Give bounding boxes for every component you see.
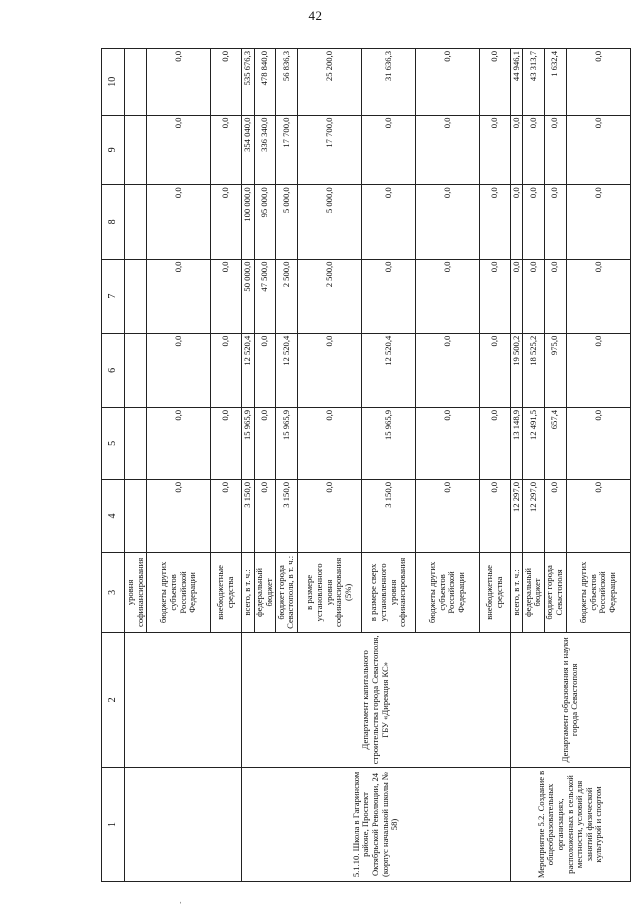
value-cell: 0,0	[510, 185, 523, 259]
col-header-10: 10	[102, 49, 125, 116]
funding-source-cell: бюджеты других субъектов Российской Федерации	[415, 553, 479, 633]
value-cell: 43 313,7	[523, 49, 544, 116]
value-cell	[125, 49, 147, 116]
funding-source-cell: федеральный бюджет	[523, 553, 544, 633]
funding-source-cell: бюджет города Севастополя, в т. ч.:	[275, 553, 297, 633]
value-cell: 0,0	[415, 479, 479, 552]
value-cell: 0,0	[297, 407, 361, 479]
value-cell: 0,0	[523, 259, 544, 333]
value-cell: 0,0	[362, 185, 416, 259]
value-cell: 0,0	[147, 407, 211, 479]
table-row	[510, 49, 523, 882]
table-row	[125, 49, 147, 882]
col-header-8: 8	[102, 185, 125, 259]
value-cell: 0,0	[415, 333, 479, 407]
value-cell: 1 632,4	[544, 49, 566, 116]
page-number: 42	[308, 8, 323, 23]
value-cell: 0,0	[566, 185, 630, 259]
value-cell: 12 520,4	[241, 333, 254, 407]
value-cell: 0,0	[480, 259, 511, 333]
value-cell: 12 491,5	[523, 407, 544, 479]
value-cell: 12 297,0	[510, 479, 523, 552]
value-cell: 0,0	[480, 407, 511, 479]
value-cell: 19 500,2	[510, 333, 523, 407]
value-cell: 25 200,0	[297, 49, 361, 116]
value-cell: 0,0	[254, 407, 275, 479]
value-cell: 15 965,9	[275, 407, 297, 479]
value-cell: 0,0	[415, 185, 479, 259]
value-cell: 0,0	[544, 259, 566, 333]
rotated-table-wrapper	[101, 48, 631, 882]
value-cell: 17 700,0	[297, 115, 361, 185]
value-cell	[125, 333, 147, 407]
table-row	[241, 49, 254, 882]
value-cell: 31 636,3	[362, 49, 416, 116]
col-header-6: 6	[102, 333, 125, 407]
value-cell: 0,0	[544, 115, 566, 185]
value-cell: 657,4	[544, 407, 566, 479]
footer-mark: ˌ	[179, 893, 183, 904]
value-cell: 0,0	[362, 259, 416, 333]
value-cell: 0,0	[480, 333, 511, 407]
value-cell: 56 836,3	[275, 49, 297, 116]
program-cell	[125, 767, 242, 881]
col-header-4: 4	[102, 479, 125, 552]
value-cell: 0,0	[415, 115, 479, 185]
funding-source-cell: в размере установленного уровня софинансирования (5%)	[297, 553, 361, 633]
funding-source-cell: внебюджетные средства	[480, 553, 511, 633]
value-cell: 0,0	[147, 479, 211, 552]
value-cell: 3 150,0	[362, 479, 416, 552]
value-cell: 0,0	[147, 185, 211, 259]
value-cell: 0,0	[480, 49, 511, 116]
value-cell: 0,0	[510, 115, 523, 185]
value-cell: 12 520,4	[275, 333, 297, 407]
value-cell: 47 500,0	[254, 259, 275, 333]
value-cell: 535 676,3	[241, 49, 254, 116]
value-cell: 0,0	[297, 479, 361, 552]
value-cell: 0,0	[211, 259, 242, 333]
funding-source-cell: бюджеты других субъектов Российской Федерации	[147, 553, 211, 633]
value-cell: 0,0	[566, 407, 630, 479]
col-header-2: 2	[102, 632, 125, 767]
value-cell: 15 965,9	[362, 407, 416, 479]
value-cell: 0,0	[566, 333, 630, 407]
value-cell: 0,0	[480, 185, 511, 259]
value-cell: 0,0	[566, 479, 630, 552]
program-cell: Мероприятие 5.2. Создание в общеобразовательных организациях, расположенных в сельской местности, условий для занятий физической культурой и спортом	[510, 767, 630, 881]
value-cell: 17 700,0	[275, 115, 297, 185]
value-cell: 0,0	[211, 407, 242, 479]
value-cell	[125, 115, 147, 185]
value-cell	[125, 259, 147, 333]
funding-source-cell: всего, в т. ч.:	[241, 553, 254, 633]
value-cell: 0,0	[566, 49, 630, 116]
value-cell: 0,0	[211, 185, 242, 259]
executor-cell	[125, 632, 242, 767]
value-cell: 0,0	[362, 115, 416, 185]
value-cell: 478 840,0	[254, 49, 275, 116]
funding-source-cell: всего, в т. ч.:	[510, 553, 523, 633]
value-cell: 0,0	[211, 333, 242, 407]
value-cell: 18 525,2	[523, 333, 544, 407]
value-cell: 13 148,9	[510, 407, 523, 479]
value-cell: 3 150,0	[241, 479, 254, 552]
value-cell: 0,0	[566, 259, 630, 333]
header-row	[102, 49, 125, 882]
value-cell	[125, 407, 147, 479]
value-cell: 12 520,4	[362, 333, 416, 407]
value-cell: 15 965,9	[241, 407, 254, 479]
value-cell: 2 500,0	[297, 259, 361, 333]
value-cell: 50 000,0	[241, 259, 254, 333]
funding-source-cell: в размере сверх установленного уровня софинансирования	[362, 553, 416, 633]
value-cell: 0,0	[480, 115, 511, 185]
value-cell: 0,0	[544, 479, 566, 552]
executor-cell: Департамент образования и науки города Севастополя	[510, 632, 630, 767]
value-cell: 0,0	[211, 479, 242, 552]
value-cell: 336 340,0	[254, 115, 275, 185]
value-cell: 0,0	[147, 259, 211, 333]
value-cell: 3 150,0	[275, 479, 297, 552]
funding-source-cell: бюджет города Севастополя	[544, 553, 566, 633]
executor-cell: Департамент капитального строительства города Севастополя, ГБУ «Дирекция КС»	[241, 632, 510, 767]
value-cell: 0,0	[211, 49, 242, 116]
value-cell: 0,0	[415, 407, 479, 479]
col-header-5: 5	[102, 407, 125, 479]
value-cell	[125, 185, 147, 259]
value-cell: 12 297,0	[523, 479, 544, 552]
value-cell: 0,0	[415, 49, 479, 116]
value-cell: 0,0	[147, 333, 211, 407]
value-cell: 0,0	[147, 49, 211, 116]
value-cell: 0,0	[566, 115, 630, 185]
value-cell: 0,0	[480, 479, 511, 552]
value-cell: 0,0	[544, 185, 566, 259]
value-cell: 95 000,0	[254, 185, 275, 259]
funding-source-cell: уровня софинансирования	[125, 553, 147, 633]
value-cell: 0,0	[523, 185, 544, 259]
value-cell: 5 000,0	[297, 185, 361, 259]
value-cell	[125, 479, 147, 552]
value-cell: 0,0	[297, 333, 361, 407]
value-cell: 5 000,0	[275, 185, 297, 259]
col-header-3: 3	[102, 553, 125, 633]
funding-source-cell: бюджеты других субъектов Российской Федерации	[566, 553, 630, 633]
value-cell: 0,0	[510, 259, 523, 333]
value-cell: 0,0	[415, 259, 479, 333]
value-cell: 100 000,0	[241, 185, 254, 259]
value-cell: 44 946,1	[510, 49, 523, 116]
col-header-1: 1	[102, 767, 125, 881]
funding-source-cell: внебюджетные средства	[211, 553, 242, 633]
value-cell: 0,0	[147, 115, 211, 185]
program-cell: 5.1.10. Школа в Гагаринском районе, Проспект Октябрьской Революции, 24 (корпус начальной школы № 58)	[241, 767, 510, 881]
value-cell: 0,0	[211, 115, 242, 185]
col-header-9: 9	[102, 115, 125, 185]
value-cell: 2 500,0	[275, 259, 297, 333]
budget-table	[101, 48, 631, 882]
value-cell: 0,0	[523, 115, 544, 185]
value-cell: 975,0	[544, 333, 566, 407]
value-cell: 0,0	[254, 479, 275, 552]
value-cell: 0,0	[254, 333, 275, 407]
col-header-7: 7	[102, 259, 125, 333]
funding-source-cell: федеральный бюджет	[254, 553, 275, 633]
value-cell: 354 040,0	[241, 115, 254, 185]
